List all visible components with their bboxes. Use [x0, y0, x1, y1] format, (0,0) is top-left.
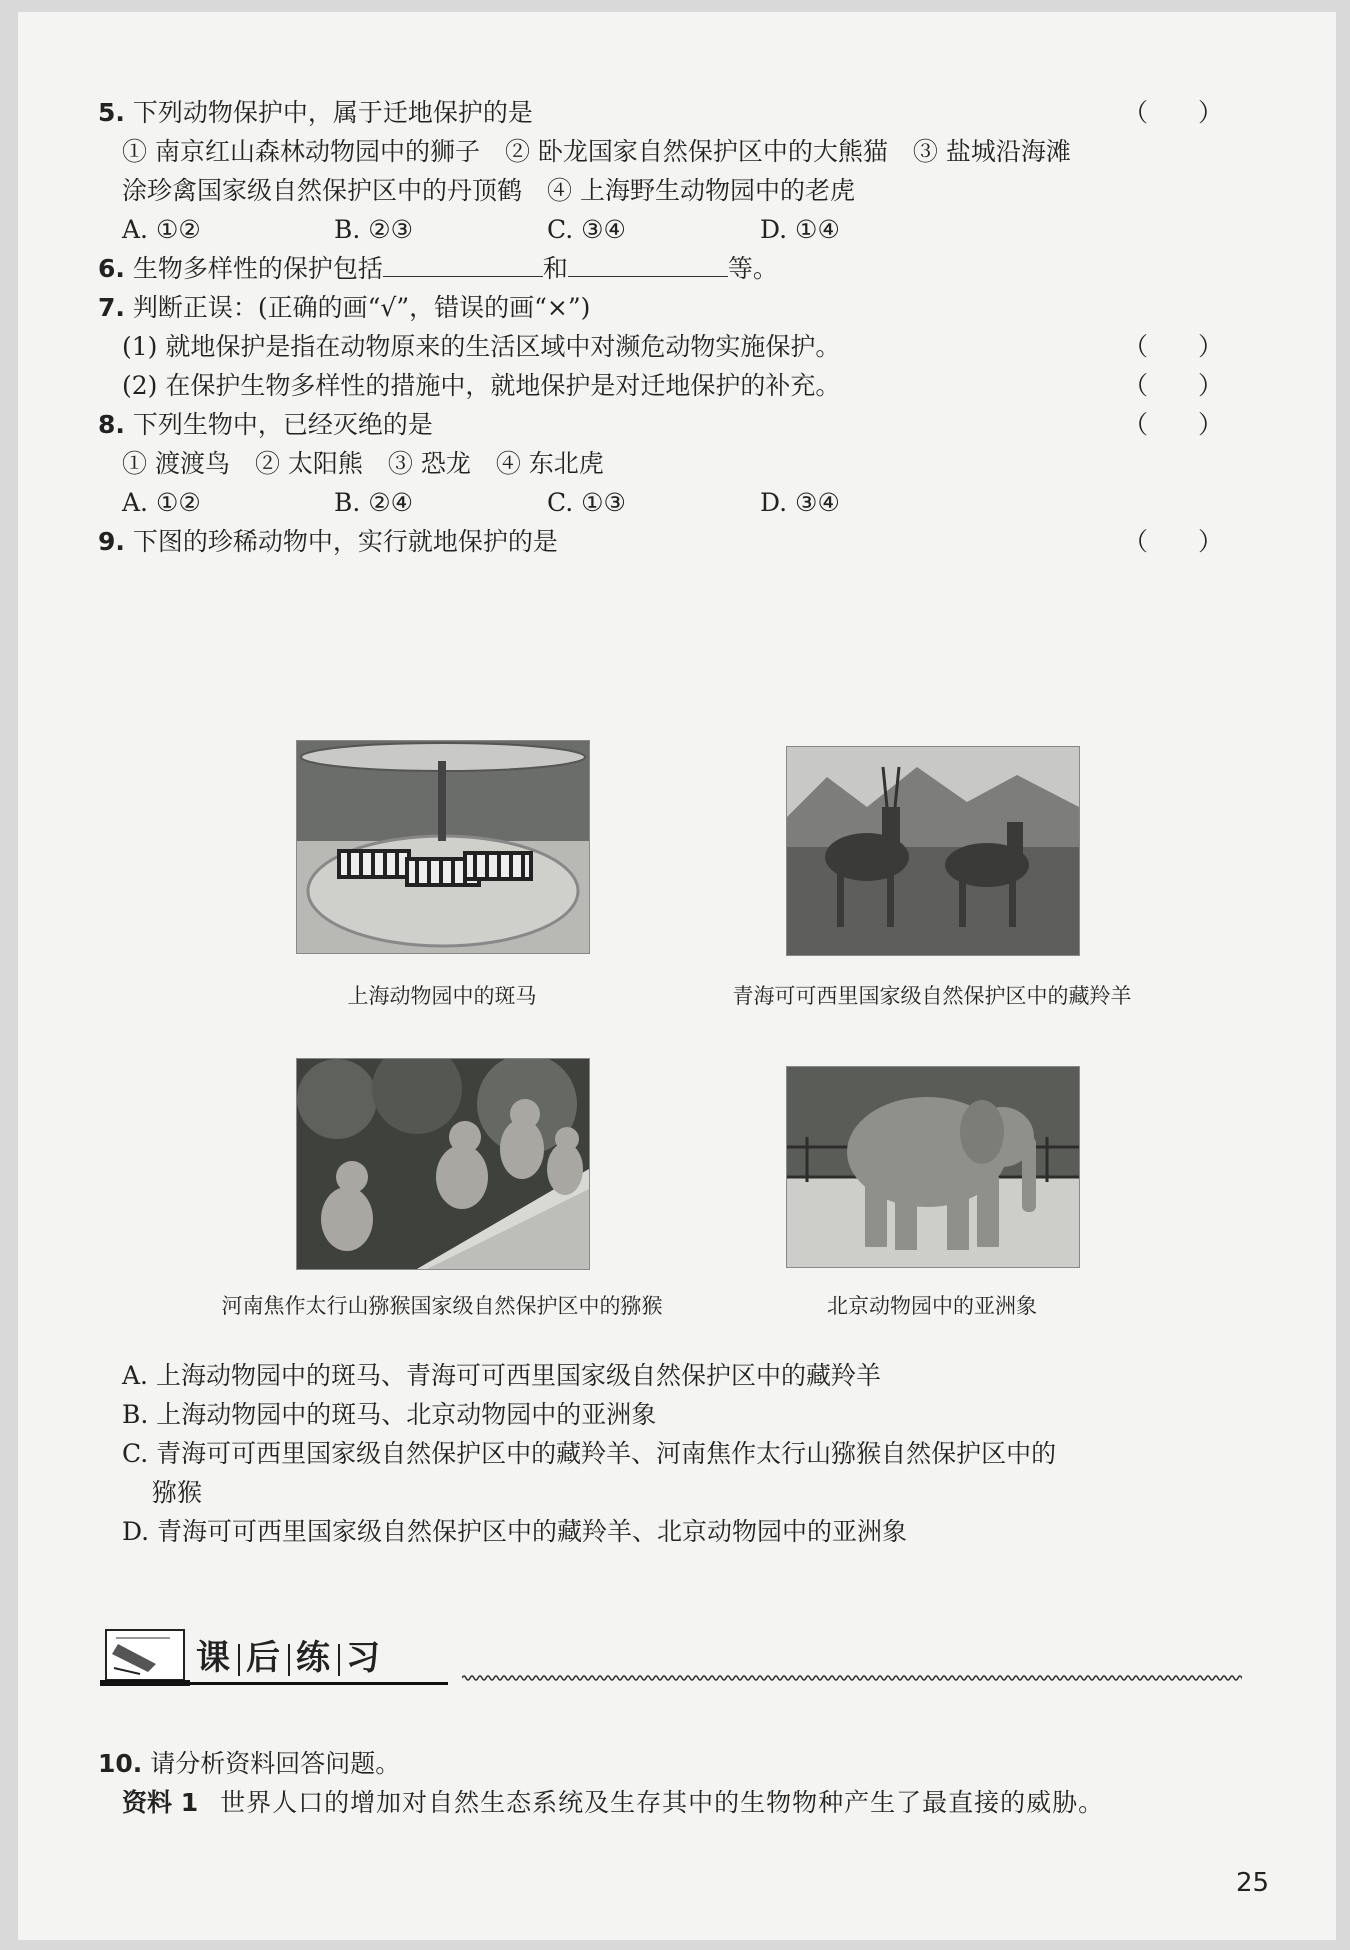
- antelope-photo: [786, 746, 1080, 956]
- zebra-photo: [296, 740, 590, 954]
- textbook-page: [18, 12, 1336, 1940]
- q6-text-c: 等。: [727, 254, 778, 283]
- q5-option-b: B. ②③: [334, 215, 414, 244]
- q8-text: 下列生物中，已经灭绝的是: [132, 410, 433, 439]
- q9-option-b: B. 上海动物园中的斑马、北京动物园中的亚洲象: [122, 1400, 657, 1429]
- section-title-char-2: 后: [246, 1638, 282, 1678]
- q8-option-a: A. ①②: [122, 488, 201, 517]
- q10-material-1: [122, 1786, 1104, 1820]
- q10-number: 10.: [98, 1749, 143, 1778]
- q5-option-a: A. ①②: [122, 215, 201, 244]
- q5-answer-paren: （ ）: [1123, 98, 1224, 127]
- antelope-caption: 青海可可西里国家级自然保护区中的藏羚羊: [732, 984, 1132, 1008]
- q9-number: 9.: [98, 527, 125, 556]
- material-label: 资料 1: [122, 1788, 199, 1817]
- material-text: 世界人口的增加对自然生态系统及生存其中的生物物种产生了最直接的威胁。: [220, 1788, 1105, 1817]
- q7-stem: [98, 291, 590, 325]
- q8-number: 8.: [98, 410, 125, 439]
- q9-text: 下图的珍稀动物中，实行就地保护的是: [132, 527, 558, 556]
- q5-option-c: C. ③④: [547, 215, 626, 244]
- q5-number: 5.: [98, 98, 125, 127]
- q9-stem: [98, 525, 558, 559]
- q5-choices-line2: 涂珍禽国家级自然保护区中的丹顶鹤 ④ 上海野生动物园中的老虎: [122, 176, 855, 205]
- q8-option-c: C. ①③: [547, 488, 626, 517]
- section-title-char-4: 习: [346, 1638, 382, 1678]
- elephant-photo: [786, 1066, 1080, 1268]
- q8-option-b: B. ②④: [334, 488, 414, 517]
- macaque-caption: 河南焦作太行山猕猴国家级自然保护区中的猕猴: [221, 1294, 663, 1318]
- q9-answer-paren: （ ）: [1123, 527, 1224, 556]
- section-title-char-3: 练: [296, 1638, 332, 1678]
- notebook-pen-icon: [100, 1624, 190, 1686]
- section-title: [196, 1630, 382, 1679]
- q10-stem: [98, 1747, 400, 1781]
- q9-option-d: D. 青海可可西里国家级自然保护区中的藏羚羊、北京动物园中的亚洲象: [122, 1517, 908, 1546]
- q9-option-c-continued: 猕猴: [152, 1478, 203, 1507]
- q10-text: 请分析资料回答问题。: [150, 1749, 401, 1778]
- q6-blank-1[interactable]: [383, 252, 543, 277]
- q5-text: 下列动物保护中，属于迁地保护的是: [132, 98, 533, 127]
- q5-choices-line1: ① 南京红山森林动物园中的狮子 ② 卧龙国家自然保护区中的大熊猫 ③ 盐城沿海滩: [122, 137, 1071, 166]
- q7-item-2-paren: （ ）: [1123, 371, 1224, 400]
- q8-choices-line1: ① 渡渡鸟 ② 太阳熊 ③ 恐龙 ④ 东北虎: [122, 449, 604, 478]
- page-number: 25: [1236, 1868, 1270, 1898]
- q7-item-2: (2) 在保护生物多样性的措施中，就地保护是对迁地保护的补充。: [122, 371, 841, 400]
- q5-option-d: D. ①④: [760, 215, 840, 244]
- q6-number: 6.: [98, 254, 125, 283]
- q7-number: 7.: [98, 293, 125, 322]
- q9-option-a: A. 上海动物园中的斑马、青海可可西里国家级自然保护区中的藏羚羊: [122, 1361, 881, 1390]
- q6-blank-2[interactable]: [568, 252, 728, 277]
- q7-item-1: (1) 就地保护是指在动物原来的生活区域中对濒危动物实施保护。: [122, 332, 841, 361]
- section-header: [100, 1624, 460, 1686]
- elephant-caption: 北京动物园中的亚洲象: [827, 1294, 1037, 1318]
- section-underline: [186, 1682, 448, 1685]
- q9-option-c: C. 青海可可西里国家级自然保护区中的藏羚羊、河南焦作太行山猕猴自然保护区中的: [122, 1439, 1057, 1468]
- q5-stem: [98, 96, 533, 130]
- q6-text-a: 生物多样性的保护包括: [132, 254, 383, 283]
- q8-option-d: D. ③④: [760, 488, 840, 517]
- section-wavy-rule: [462, 1672, 1242, 1684]
- q8-stem: [98, 408, 433, 442]
- q6-stem: [98, 252, 778, 286]
- q8-answer-paren: （ ）: [1123, 410, 1224, 439]
- zebra-caption: 上海动物园中的斑马: [347, 984, 537, 1008]
- q6-text-b: 和: [542, 254, 568, 283]
- q7-item-1-paren: （ ）: [1123, 332, 1224, 361]
- section-title-char-1: 课: [196, 1638, 232, 1678]
- q7-text: 判断正误：(正确的画“√”，错误的画“×”): [132, 293, 591, 322]
- macaque-photo: [296, 1058, 590, 1270]
